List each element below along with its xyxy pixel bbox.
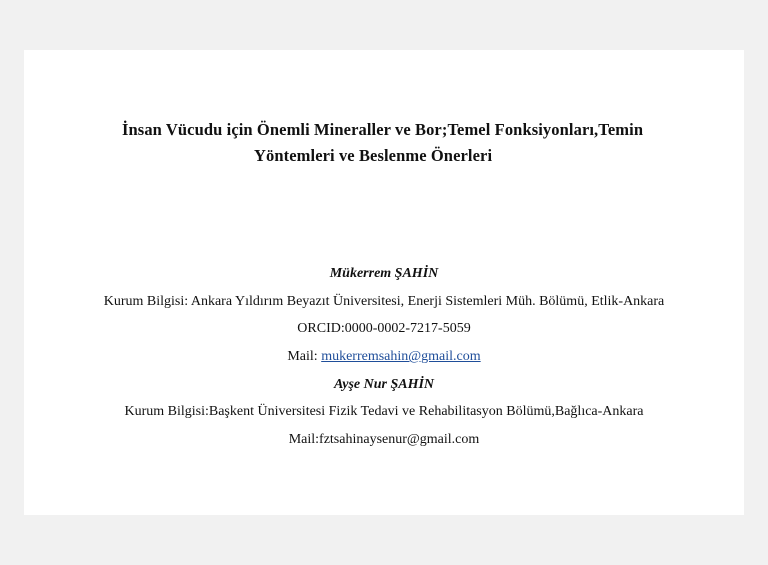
document-page	[24, 50, 744, 515]
author-mail-link-1[interactable]: mukerremsahin@gmail.com	[321, 349, 481, 364]
author-orcid-1: ORCID:0000-0002-7217-5059	[297, 321, 471, 336]
author-mail-line-1	[24, 349, 744, 365]
mail-label: Mail:	[287, 349, 322, 364]
author-name-2: Ayşe Nur ŞAHİN	[333, 377, 435, 392]
title-line-2: Yöntemleri ve Beslenme Önerleri	[254, 146, 493, 165]
author-name-1: Mükerrem ŞAHİN	[329, 266, 439, 281]
author-institution-2: Kurum Bilgisi:Başkent Üniversitesi Fizik Tedavi ve Rehabilitasyon Bölümü,Bağlıca-Ankara	[124, 404, 644, 419]
author-institution-1: Kurum Bilgisi: Ankara Yıldırım Beyazıt Üniversitesi, Enerji Sistemleri Müh. Bölümü, Etlik-Ankara	[103, 294, 665, 309]
author-mail-2: Mail:fztsahinaysenur@gmail.com	[288, 432, 480, 447]
title-line-1: İnsan Vücudu için Önemli Mineraller ve Bor;Temel Fonksiyonları,Temin	[122, 120, 644, 139]
